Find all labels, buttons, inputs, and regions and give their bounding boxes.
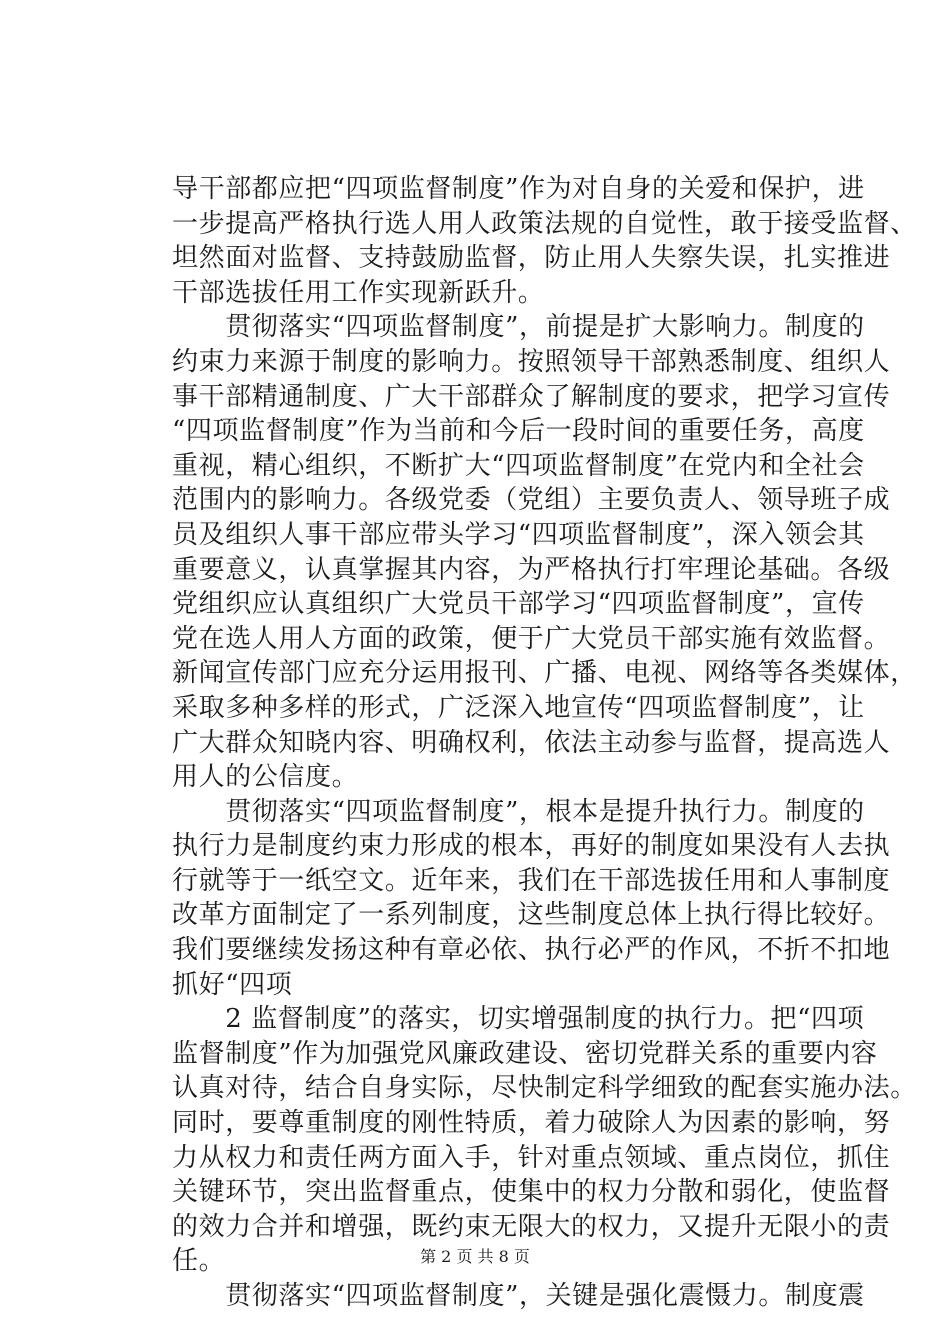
text-line: 广大群众知晓内容、明确权利，依法主动参与监督，提高选人 xyxy=(172,727,891,758)
text-line: “四项监督制度”作为当前和今后一段时间的重要任务，高度 xyxy=(172,416,865,447)
text-line: 抓好“四项 xyxy=(172,969,293,1000)
text-line: 新闻宣传部门应充分运用报刊、广播、电视、网络等各类媒体， xyxy=(172,658,917,689)
text-line: 改革方面制定了一系列制度，这些制度总体上执行得比较好。 xyxy=(172,900,891,931)
text-line: 重要意义，认真掌握其内容，为严格执行打牢理论基础。各级 xyxy=(172,554,891,585)
text-line: 采取多种多样的形式，广泛深入地宣传“四项监督制度”，让 xyxy=(172,692,865,723)
text-line: 关键环节，突出监督重点，使集中的权力分散和弱化，使监督 xyxy=(172,1177,891,1208)
text-line: 认真对待，结合自身实际，尽快制定科学细致的配套实施办法。 xyxy=(172,1073,917,1104)
text-line: 力从权力和责任两方面入手，针对重点领域、重点岗位，抓住 xyxy=(172,1142,891,1173)
text-line: 同时，要尊重制度的刚性特质，着力破除人为因素的影响，努 xyxy=(172,1108,891,1139)
text-line: 导干部都应把“四项监督制度”作为对自身的关爱和保护，进 xyxy=(172,174,865,204)
text-line: 党组织应认真组织广大党员干部学习“四项监督制度”，宣传 xyxy=(172,589,865,620)
text-line: 2 监督制度”的落实，切实增强制度的执行力。把“四项 xyxy=(172,1004,865,1035)
text-line: 重视，精心组织，不断扩大“四项监督制度”在党内和全社会 xyxy=(172,450,865,481)
document-body xyxy=(172,172,917,1314)
text-line: 的效力合并和增强，既约束无限大的权力，又提升无限小的责 xyxy=(172,1211,891,1242)
text-line: 干部选拔任用工作实现新跃升。 xyxy=(172,277,545,308)
text-line: 一步提高严格执行选人用人政策法规的自觉性，敢于接受监督、 xyxy=(172,208,917,239)
text-line: 行就等于一纸空文。近年来，我们在干部选拔任用和人事制度 xyxy=(172,865,891,896)
text-line: 贯彻落实“四项监督制度”，根本是提升执行力。制度的 xyxy=(172,796,865,827)
text-line: 员及组织人事干部应带头学习“四项监督制度”，深入领会其 xyxy=(172,519,865,550)
text-line: 事干部精通制度、广大干部群众了解制度的要求，把学习宣传 xyxy=(172,381,891,412)
text-line: 我们要继续发扬这种有章必依、执行必严的作风，不折不扣地 xyxy=(172,935,891,966)
text-line: 执行力是制度约束力形成的根本，再好的制度如果没有人去执 xyxy=(172,831,891,862)
text-line: 范围内的影响力。各级党委（党组）主要负责人、领导班子成 xyxy=(172,485,891,516)
text-line: 贯彻落实“四项监督制度”，关键是强化震慑力。制度震 xyxy=(172,1281,865,1311)
text-line: 坦然面对监督、支持鼓励监督，防止用人失察失误，扎实推进 xyxy=(172,243,891,274)
text-line: 监督制度”作为加强党风廉政建设、密切党群关系的重要内容 xyxy=(172,1038,878,1069)
text-line: 任。 xyxy=(172,1246,226,1277)
text-line: 贯彻落实“四项监督制度”，前提是扩大影响力。制度的 xyxy=(172,312,865,343)
text-line: 用人的公信度。 xyxy=(172,762,359,793)
text-line: 党在选人用人方面的政策，便于广大党员干部实施有效监督。 xyxy=(172,623,891,654)
text-line: 约束力来源于制度的影响力。按照领导干部熟悉制度、组织人 xyxy=(172,346,891,377)
page-footer: 第 2 页 共 8 页 xyxy=(420,1247,530,1266)
